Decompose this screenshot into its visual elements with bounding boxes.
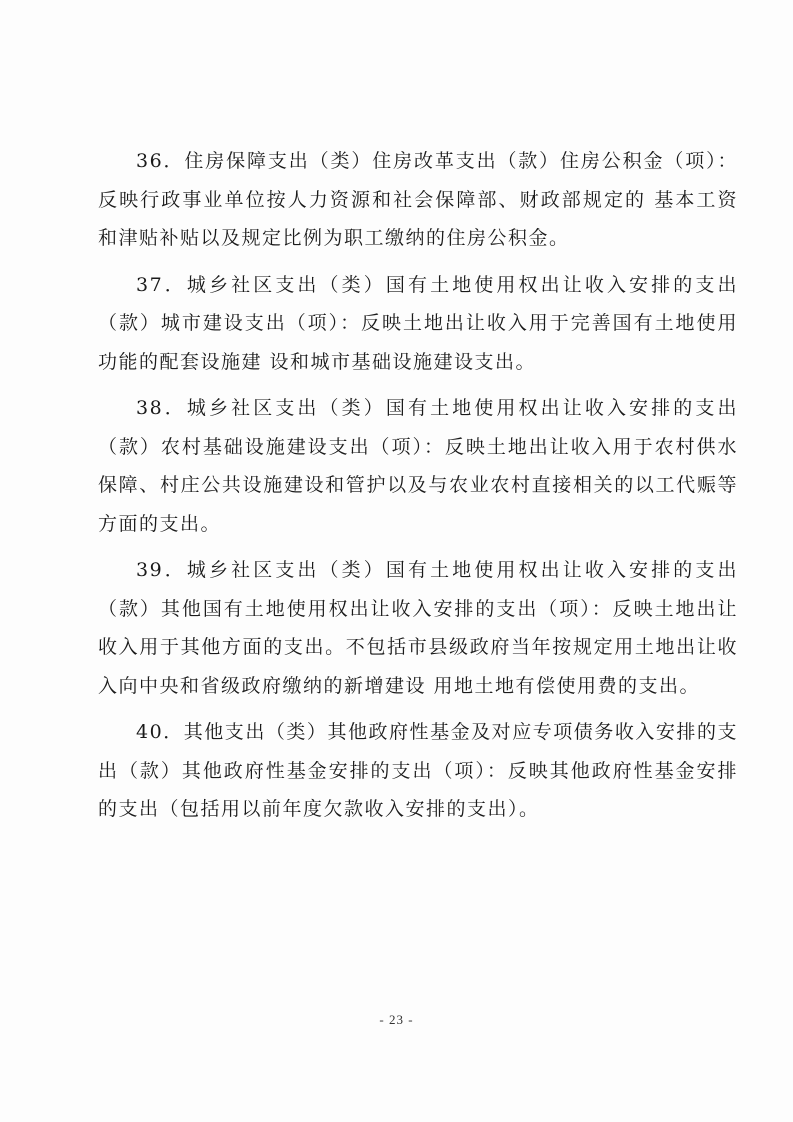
page-number: - 23 -	[379, 1012, 414, 1027]
paragraph-36: 36．住房保障支出（类）住房改革支出（款）住房公积金（项）：反映行政事业单位按人力资源和社会保障部、财政部规定的 基本工资和津贴补贴以及规定比例为职工缴纳的住房公积金。	[98, 150, 738, 249]
paragraph-37: 37．城乡社区支出（类）国有土地使用权出让收入安排的支出（款）城市建设支出（项）：反映土地出让收入用于完善国有土地使用功能的配套设施建 设和城市基础设施建设支出。	[98, 273, 738, 373]
paragraph-39: 39．城乡社区支出（类）国有土地使用权出让收入安排的支出（款）其他国有土地使用权出让收入安排的支出（项）：反映土地出让收入用于其他方面的支出。不包括市县级政府当年按规定用土地出让收入向中央和省级政府缴纳的新增建设 用地土地有偿使用费的支出。	[98, 559, 738, 697]
document-body	[98, 142, 738, 837]
paragraph-40: 40．其他支出（类）其他政府性基金及对应专项债务收入安排的支出（款）其他政府性基金安排的支出（项）：反映其他政府性基金安排的支出（包括用以前年度欠款收入安排的支出）。	[98, 721, 738, 820]
paragraph-38: 38．城乡社区支出（类）国有土地使用权出让收入安排的支出（款）农村基础设施建设支出（项）：反映土地出让收入用于农村供水保障、村庄公共设施建设和管护以及与农业农村直接相关的以工代赈等方面的支出。	[98, 397, 738, 535]
